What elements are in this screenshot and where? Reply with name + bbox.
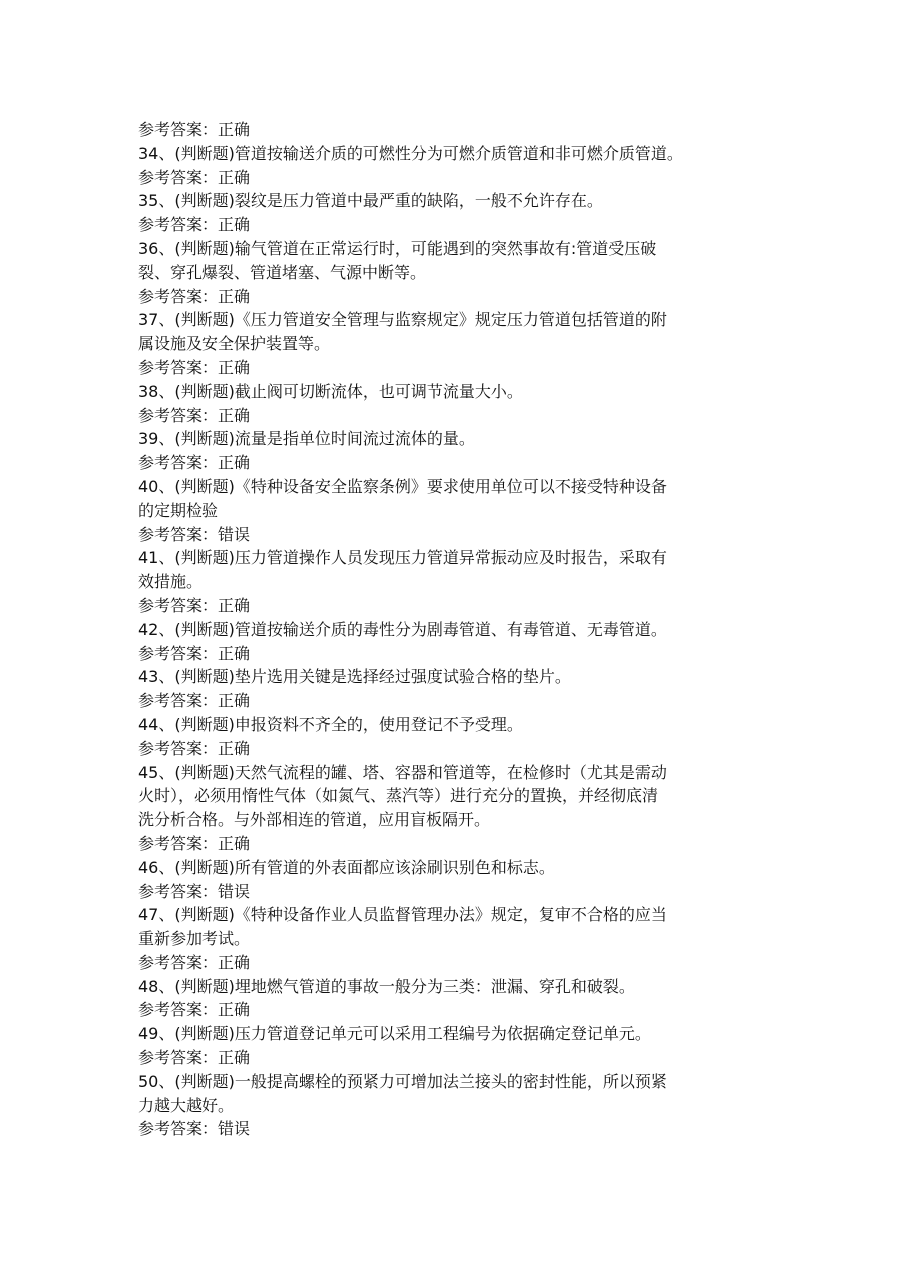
document-page bbox=[138, 118, 788, 1141]
answer-line: 参考答案：正确 bbox=[138, 215, 251, 235]
answer-line: 参考答案：正确 bbox=[138, 357, 251, 377]
question-item bbox=[138, 475, 788, 546]
question-text-line: 44、(判断题)申报资料不齐全的，使用登记不予受理。 bbox=[138, 714, 523, 734]
answer-line: 参考答案：错误 bbox=[138, 524, 251, 544]
question-text-line: 40、(判断题)《特种设备安全监察条例》要求使用单位可以不接受特种设备 bbox=[138, 476, 667, 496]
answer-line: 参考答案：错误 bbox=[138, 1119, 251, 1139]
question-item bbox=[138, 237, 788, 308]
question-item bbox=[138, 1022, 788, 1070]
answer-line: 参考答案：正确 bbox=[138, 167, 251, 187]
question-item bbox=[138, 142, 788, 190]
question-item bbox=[138, 380, 788, 428]
question-item bbox=[138, 761, 788, 856]
answer-line: 参考答案：正确 bbox=[138, 738, 251, 758]
question-text-line: 49、(判断题)压力管道登记单元可以采用工程编号为依据确定登记单元。 bbox=[138, 1024, 651, 1044]
answer-line: 参考答案：正确 bbox=[138, 405, 251, 425]
question-text-line: 41、(判断题)压力管道操作人员发现压力管道异常振动应及时报告，采取有 bbox=[138, 548, 667, 568]
question-item bbox=[138, 975, 788, 1023]
question-text-line: 36、(判断题)输气管道在正常运行时，可能遇到的突然事故有:管道受压破 bbox=[138, 238, 657, 258]
question-text-line: 效措施。 bbox=[138, 572, 203, 592]
question-item bbox=[138, 308, 788, 379]
answer-line: 参考答案：正确 bbox=[138, 1000, 251, 1020]
question-item bbox=[138, 903, 788, 974]
question-text-line: 43、(判断题)垫片选用关键是选择经过强度试验合格的垫片。 bbox=[138, 667, 571, 687]
question-text-line: 47、(判断题)《特种设备作业人员监督管理办法》规定，复审不合格的应当 bbox=[138, 905, 667, 925]
question-list bbox=[138, 142, 788, 1141]
question-text-line: 属设施及安全保护装置等。 bbox=[138, 334, 331, 354]
question-text-line: 34、(判断题)管道按输送介质的可燃性分为可燃介质管道和非可燃介质管道。 bbox=[138, 143, 683, 163]
answer-line: 参考答案：正确 bbox=[138, 952, 251, 972]
question-text-line: 裂、穿孔爆裂、管道堵塞、气源中断等。 bbox=[138, 262, 427, 282]
question-item bbox=[138, 189, 788, 237]
question-item bbox=[138, 856, 788, 904]
question-text-line: 的定期检验 bbox=[138, 500, 219, 520]
question-text-line: 45、(判断题)天然气流程的罐、塔、容器和管道等，在检修时（尤其是需动 bbox=[138, 762, 667, 782]
question-text-line: 46、(判断题)所有管道的外表面都应该涂刷识别色和标志。 bbox=[138, 857, 555, 877]
answer-line: 参考答案：正确 bbox=[138, 595, 251, 615]
answer-line: 参考答案：正确 bbox=[138, 286, 251, 306]
question-text-line: 48、(判断题)埋地燃气管道的事故一般分为三类：泄漏、穿孔和破裂。 bbox=[138, 976, 635, 996]
question-text-line: 50、(判断题)一般提高螺栓的预紧力可增加法兰接头的密封性能，所以预紧 bbox=[138, 1071, 667, 1091]
question-text-line: 火时），必须用惰性气体（如氮气、蒸汽等）进行充分的置换，并经彻底清 bbox=[138, 786, 659, 806]
question-item bbox=[138, 427, 788, 475]
question-item bbox=[138, 546, 788, 617]
question-text-line: 42、(判断题)管道按输送介质的毒性分为剧毒管道、有毒管道、无毒管道。 bbox=[138, 619, 667, 639]
question-text-line: 38、(判断题)截止阀可切断流体，也可调节流量大小。 bbox=[138, 381, 523, 401]
question-text-line: 35、(判断题)裂纹是压力管道中最严重的缺陷，一般不允许存在。 bbox=[138, 191, 603, 211]
question-text-line: 力越大越好。 bbox=[138, 1095, 235, 1115]
answer-line: 参考答案：错误 bbox=[138, 881, 251, 901]
question-item bbox=[138, 713, 788, 761]
answer-line: 参考答案：正确 bbox=[138, 120, 251, 139]
question-text-line: 重新参加考试。 bbox=[138, 929, 251, 949]
question-item bbox=[138, 618, 788, 666]
answer-line: 参考答案：正确 bbox=[138, 691, 251, 711]
question-item bbox=[138, 1070, 788, 1141]
question-text-line: 洗分析合格。与外部相连的管道，应用盲板隔开。 bbox=[138, 810, 491, 830]
answer-line: 参考答案：正确 bbox=[138, 453, 251, 473]
answer-line: 参考答案：正确 bbox=[138, 833, 251, 853]
question-text-line: 37、(判断题)《压力管道安全管理与监察规定》规定压力管道包括管道的附 bbox=[138, 310, 667, 330]
question-item bbox=[138, 665, 788, 713]
answer-line: 参考答案：正确 bbox=[138, 1048, 251, 1068]
question-text-line: 39、(判断题)流量是指单位时间流过流体的量。 bbox=[138, 429, 475, 449]
answer-line: 参考答案：正确 bbox=[138, 643, 251, 663]
